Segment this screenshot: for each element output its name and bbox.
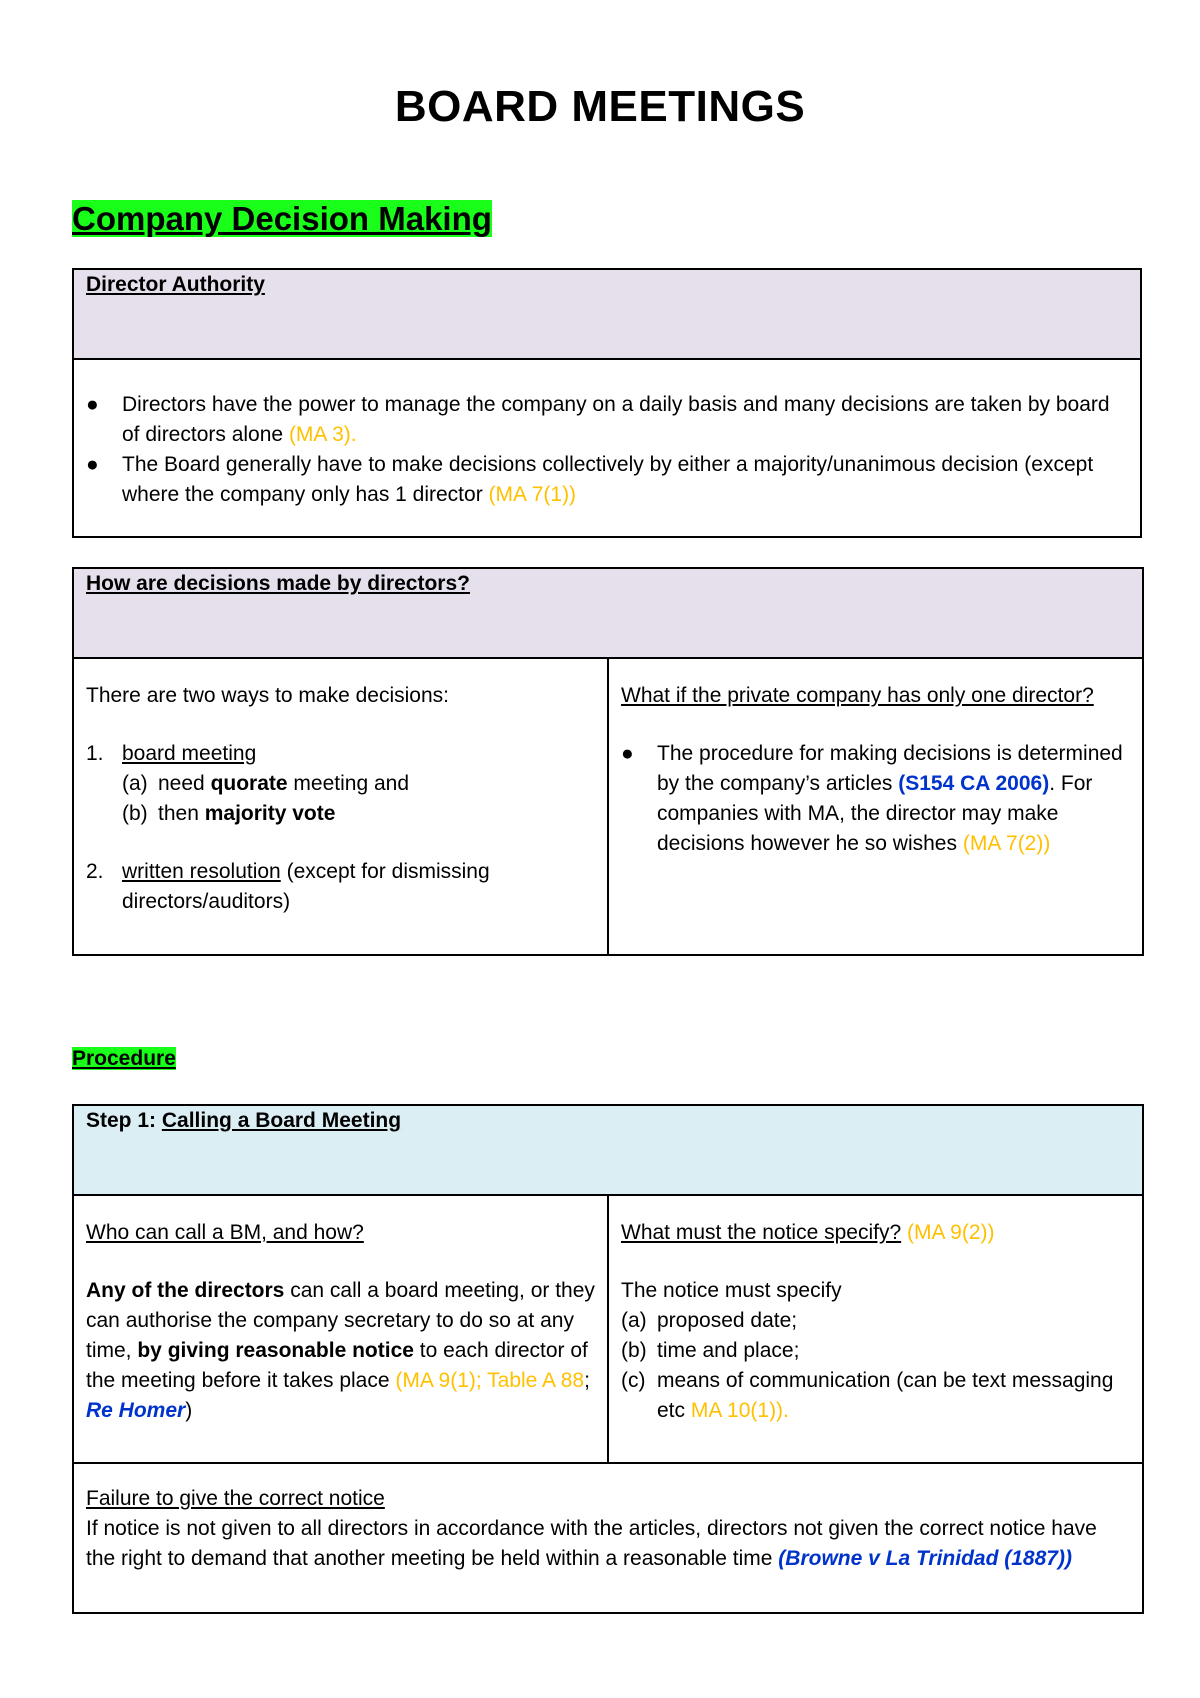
bullet-icon: ● [86, 453, 99, 476]
sub-item [122, 799, 595, 829]
body-text: can call a board meeting, or they can authorise the company secretary to do so at any time, [86, 1279, 595, 1362]
reference: MA 10(1)). [690, 1399, 789, 1422]
notice-heading: What must the notice specify? [621, 1221, 902, 1244]
case-reference: Re Homer [86, 1399, 186, 1422]
bullet-icon: ● [86, 393, 99, 416]
reference: (MA 9(2)) [906, 1221, 995, 1244]
notice-heading-line [621, 1218, 1130, 1248]
list-item [86, 450, 1128, 510]
list-item [621, 739, 1130, 859]
list-text: (except for dismissing directors/auditors) [122, 860, 490, 913]
list-label: written resolution [122, 860, 281, 883]
bullet-text: . For companies with MA, the director may make decisions however he so wishes [657, 772, 1093, 855]
bullet-text: The procedure for making decisions is determined by the company’s articles [657, 742, 1123, 795]
list-number: 2. [86, 860, 104, 883]
reference: (MA 3). [288, 423, 357, 446]
sub-bold: quorate [210, 772, 288, 795]
sub-text: then [158, 802, 199, 825]
one-director-heading: What if the private company has only one director? [621, 684, 1094, 707]
list-number: (c) [621, 1369, 646, 1392]
separator: ; [584, 1369, 590, 1392]
bullet-text: Directors have the power to manage the company on a daily basis and many decisions are taken by board of directors alone [122, 393, 1110, 446]
list-text: means of communication (can be text messaging etc [657, 1369, 1114, 1422]
bold-text: Any of the directors [86, 1279, 285, 1302]
list-item [621, 1336, 1130, 1366]
section-heading-text: Company Decision Making [72, 200, 492, 237]
step1-left-cell [73, 1195, 608, 1463]
list-text: time and place; [657, 1339, 800, 1362]
director-authority-body [73, 359, 1141, 537]
closing-paren: ) [185, 1399, 193, 1422]
step1-right-cell [608, 1195, 1143, 1463]
procedure-heading-text: Procedure [72, 1047, 176, 1070]
failure-cell [73, 1463, 1143, 1613]
director-authority-header-text: Director Authority [86, 273, 265, 296]
decisions-intro: There are two ways to make decisions: [86, 684, 449, 707]
list-item [86, 857, 595, 917]
bullet-icon: ● [621, 742, 634, 765]
decisions-left-cell [73, 658, 608, 955]
step-title: Calling a Board Meeting [161, 1109, 402, 1132]
page-title: BOARD MEETINGS [394, 82, 806, 131]
failure-heading: Failure to give the correct notice [86, 1487, 385, 1510]
decisions-header [73, 568, 1143, 658]
sub-item [122, 769, 595, 799]
list-number: (a) [621, 1309, 647, 1332]
director-authority-header [73, 269, 1141, 359]
section-heading [72, 195, 492, 243]
body-text: to each director of the meeting before it takes place [86, 1339, 588, 1392]
closing-paren: ) [1064, 1547, 1072, 1570]
step1-header [73, 1105, 1143, 1195]
sub-number: (a) [122, 772, 148, 795]
reference: (S154 CA 2006) [898, 772, 1050, 795]
sub-number: (b) [122, 802, 148, 825]
list-label: board meeting [122, 742, 257, 765]
case-reference: Browne v La Trinidad (1887) [785, 1547, 1065, 1570]
list-number: (b) [621, 1339, 647, 1362]
step1-table [72, 1104, 1144, 1614]
reference: (MA 7(1)) [488, 483, 577, 506]
list-text: proposed date; [657, 1309, 798, 1332]
bullet-text: The Board generally have to make decisions collectively by either a majority/unanimous decision (except where the company only has 1 director [122, 453, 1094, 506]
bold-text: by giving reasonable notice [137, 1339, 414, 1362]
reference: (MA 9(1); Table A 88 [395, 1369, 585, 1392]
step-label: Step 1: [86, 1109, 157, 1132]
list-item [621, 1306, 1130, 1336]
open-paren: ( [778, 1547, 786, 1570]
decisions-table [72, 567, 1144, 956]
sub-text: need [158, 772, 205, 795]
list-item [621, 1366, 1130, 1426]
sub-bold: majority vote [204, 802, 336, 825]
who-can-call-text [86, 1276, 595, 1426]
failure-text: If notice is not given to all directors in accordance with the articles, directors not given the correct notice have the right to demand that another meeting be held within a reasonable time [86, 1517, 1097, 1570]
decisions-right-cell [608, 658, 1143, 955]
list-number: 1. [86, 742, 104, 765]
failure-text-line [86, 1514, 1130, 1574]
procedure-heading [72, 1045, 176, 1073]
reference: (MA 7(2)) [962, 832, 1051, 855]
list-item [86, 739, 595, 829]
who-can-call-heading: Who can call a BM, and how? [86, 1221, 364, 1244]
decisions-header-text: How are decisions made by directors? [86, 572, 470, 595]
list-item [86, 390, 1128, 450]
sub-text: meeting and [293, 772, 410, 795]
director-authority-table [72, 268, 1142, 538]
notice-intro: The notice must specify [621, 1279, 842, 1302]
